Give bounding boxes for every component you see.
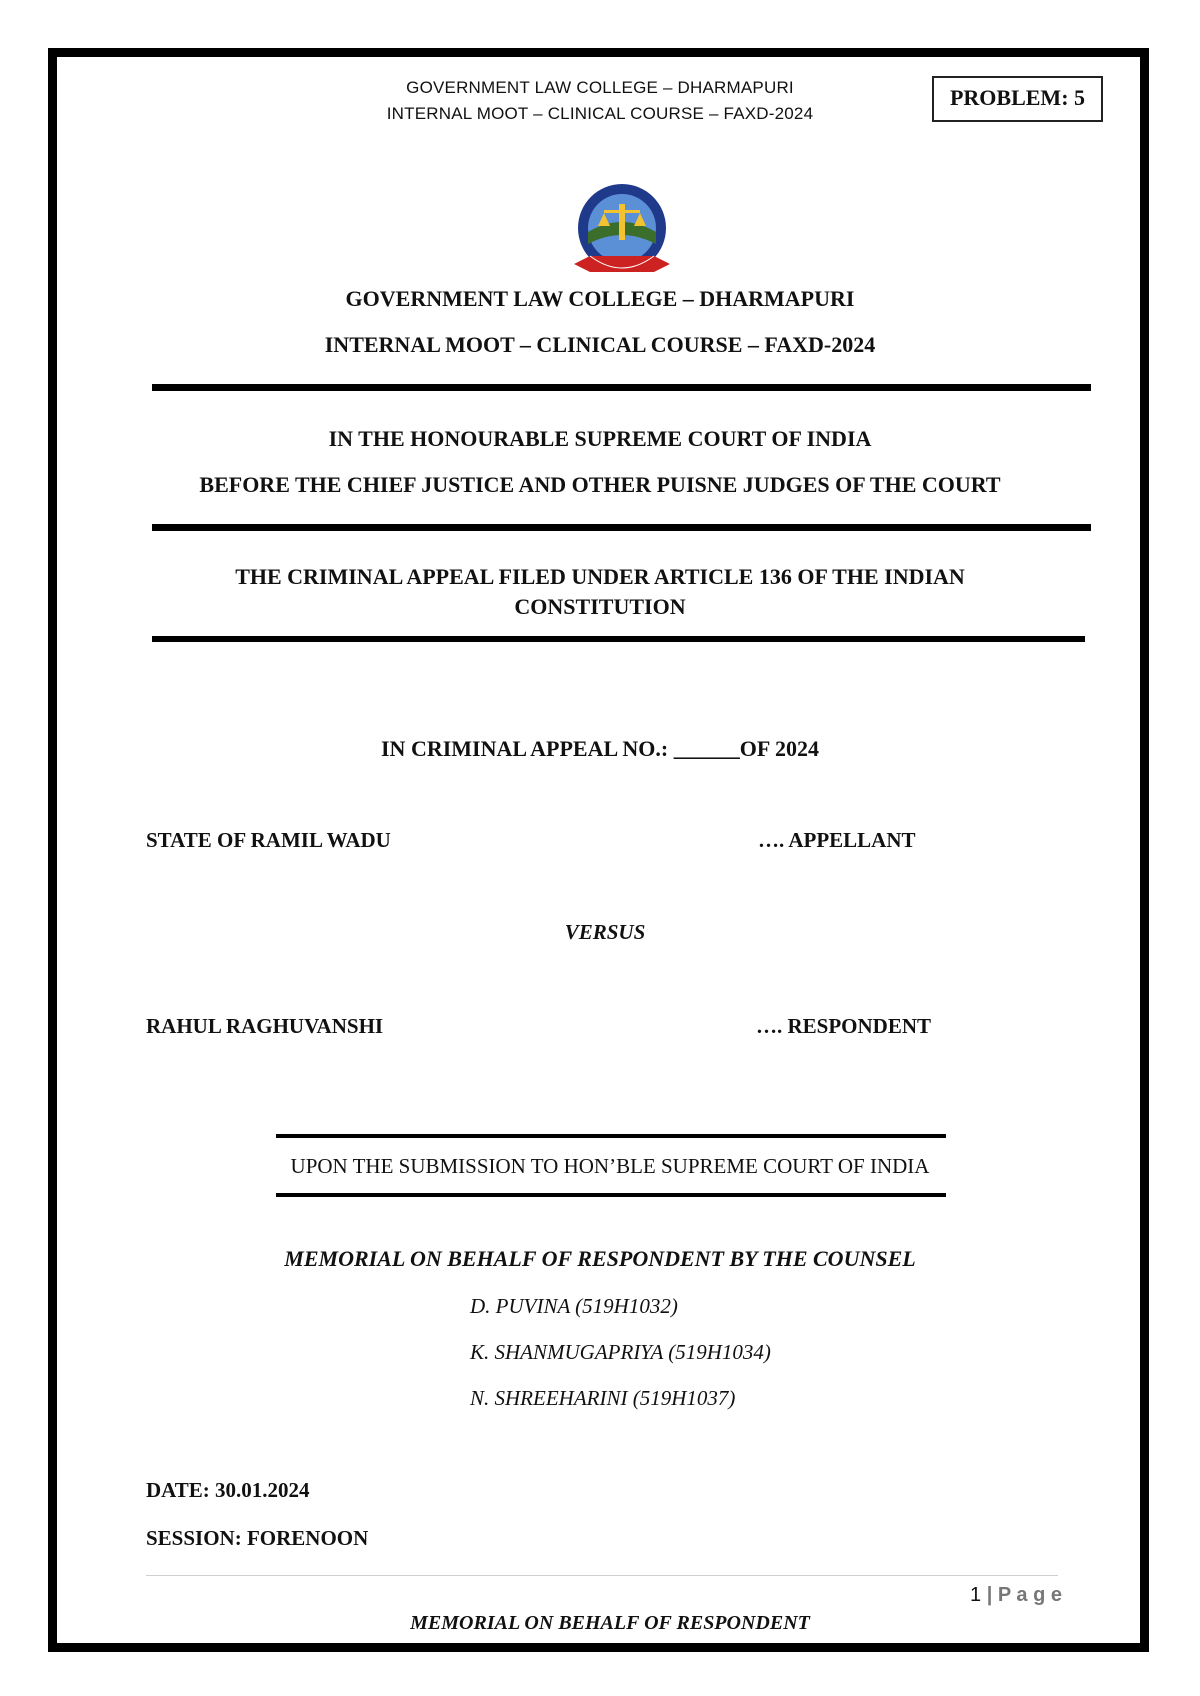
- college-title: GOVERNMENT LAW COLLEGE – DHARMAPURI: [345, 286, 855, 311]
- footer-divider: [146, 1575, 1058, 1576]
- date-line: DATE: 30.01.2024: [146, 1478, 310, 1502]
- appeal-number: IN CRIMINAL APPEAL NO.: ______OF 2024: [381, 736, 819, 761]
- court-name: IN THE HONOURABLE SUPREME COURT OF INDIA: [328, 426, 872, 451]
- versus-label: VERSUS: [564, 920, 646, 944]
- appellant-role: …. APPELLANT: [758, 828, 916, 852]
- divider: [276, 1193, 946, 1197]
- divider: [276, 1134, 946, 1138]
- session-line: SESSION: FORENOON: [146, 1526, 369, 1550]
- problem-label: PROBLEM: 5: [932, 76, 1103, 122]
- divider: [152, 524, 1091, 531]
- moot-title: INTERNAL MOOT – CLINICAL COURSE – FAXD-2024: [324, 332, 876, 357]
- counsel-1: D. PUVINA (519H1032): [470, 1294, 678, 1318]
- court-bench: BEFORE THE CHIEF JUSTICE AND OTHER PUISNE JUDGES OF THE COURT: [199, 472, 1001, 497]
- divider: [152, 384, 1091, 391]
- respondent-role: …. RESPONDENT: [756, 1014, 932, 1038]
- appeal-filed-line2: CONSTITUTION: [514, 594, 686, 619]
- respondent-name: RAHUL RAGHUVANSHI: [146, 1014, 384, 1038]
- page-label: | P a g e: [981, 1584, 1062, 1606]
- appeal-filed-line1: THE CRIMINAL APPEAL FILED UNDER ARTICLE 136 OF THE INDIAN: [235, 564, 965, 589]
- page-indicator: [900, 1584, 1062, 1607]
- counsel-2: K. SHANMUGAPRIYA (519H1034): [470, 1340, 771, 1364]
- header-college: GOVERNMENT LAW COLLEGE – DHARMAPURI: [406, 78, 794, 97]
- memorial-heading: MEMORIAL ON BEHALF OF RESPONDENT BY THE COUNSEL: [284, 1246, 916, 1271]
- page-number: 1: [970, 1584, 982, 1606]
- footer-memorial-label: MEMORIAL ON BEHALF OF RESPONDENT: [410, 1612, 810, 1634]
- appellant-name: STATE OF RAMIL WADU: [146, 828, 391, 852]
- college-seal-icon: [570, 182, 674, 286]
- submission-text: UPON THE SUBMISSION TO HON’BLE SUPREME COURT OF INDIA: [290, 1154, 930, 1178]
- counsel-3: N. SHREEHARINI (519H1037): [470, 1386, 736, 1410]
- header-moot: INTERNAL MOOT – CLINICAL COURSE – FAXD-2024: [386, 104, 814, 123]
- divider: [152, 636, 1085, 642]
